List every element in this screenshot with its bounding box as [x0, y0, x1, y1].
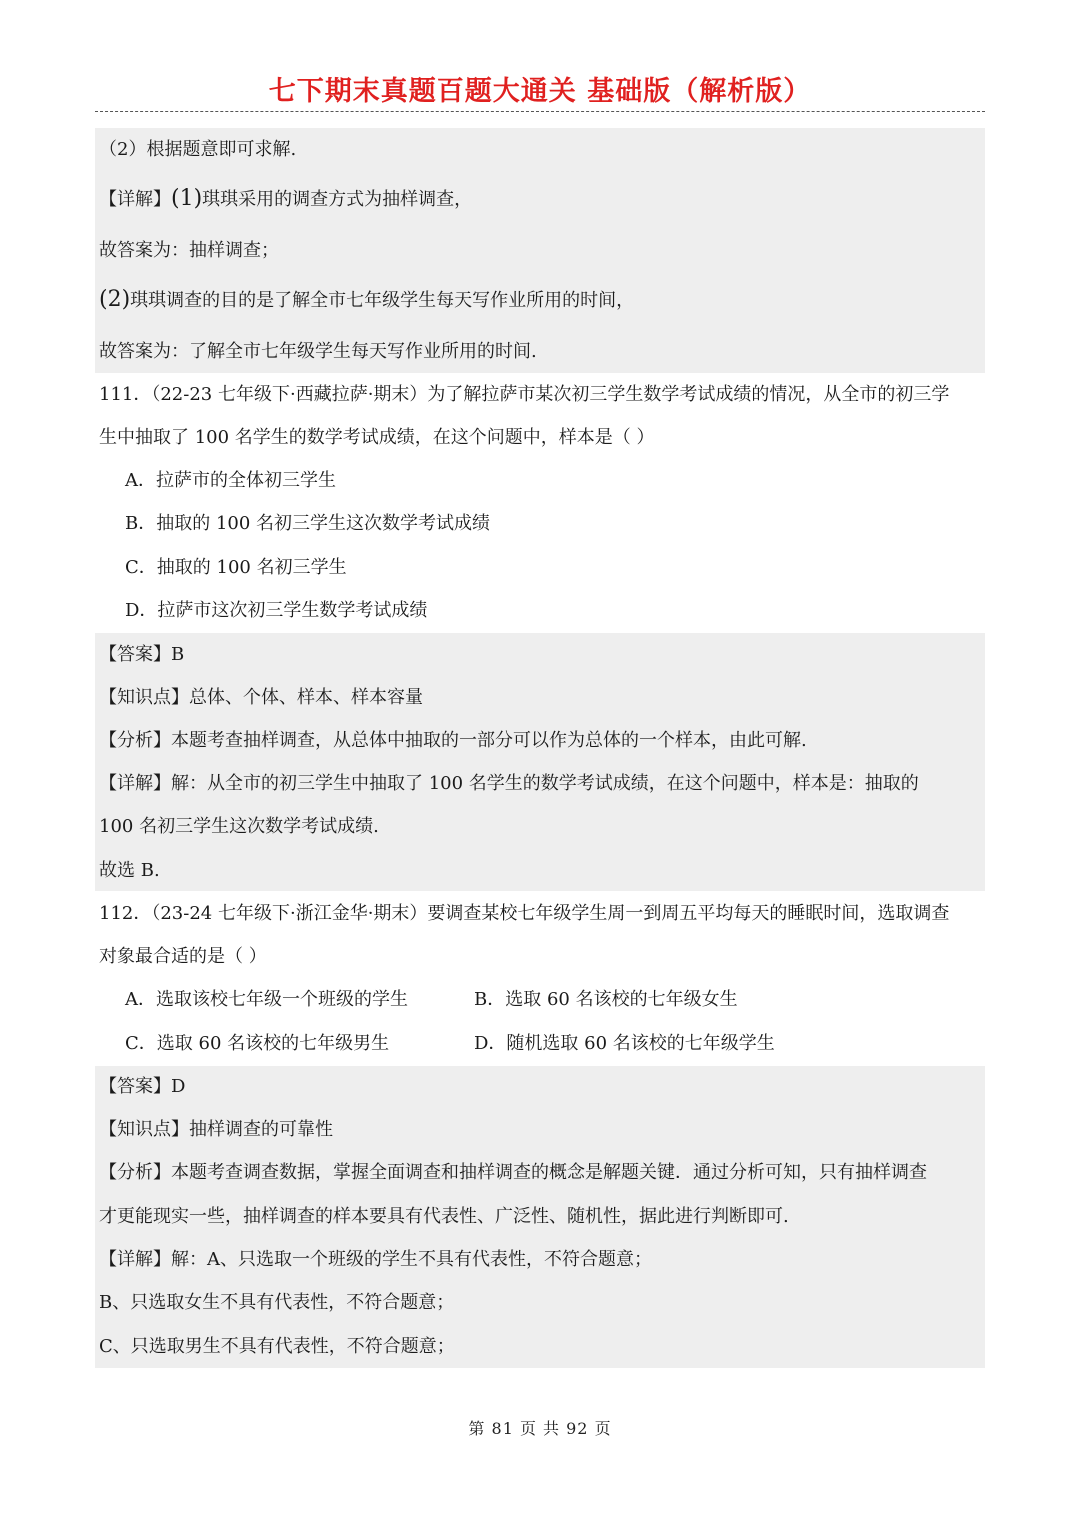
- q112-detail-line2: B、只选取女生不具有代表性，不符合题意；: [99, 1292, 455, 1313]
- q112-answer: 【答案】D: [99, 1076, 186, 1097]
- q111-analysis: 【分析】本题考查抽样调查，从总体中抽取的一部分可以作为总体的一个样本，由此可解.: [99, 730, 807, 751]
- part-number-1: (1): [171, 186, 203, 211]
- q111-stem-line2: 生中抽取了 100 名学生的数学考试成绩，在这个问题中，样本是（ ）: [99, 427, 655, 448]
- detail-text-2: 琪琪调查的目的是了解全市七年级学生每天写作业所用的时间，: [130, 290, 635, 311]
- prev-answer-1: 故答案为：抽样调查；: [99, 240, 279, 261]
- q111-option-b: B．抽取的 100 名初三学生这次数学考试成绩: [125, 513, 491, 534]
- detail-label: 【详解】: [99, 189, 171, 210]
- q112-stem-line1: 112．（23-24 七年级下·浙江金华·期末）要调查某校七年级学生周一到周五平均每天的睡眠时间，选取调查: [99, 903, 950, 924]
- prev-detail-2: [99, 287, 634, 314]
- q111-detail-line1: 【详解】解：从全市的初三学生中抽取了 100 名学生的数学考试成绩，在这个问题中，样本是：抽取的: [99, 773, 919, 794]
- q111-detail-line2: 100 名初三学生这次数学考试成绩.: [99, 816, 379, 837]
- q111-option-c: C．抽取的 100 名初三学生: [125, 557, 347, 578]
- q112-stem-line2: 对象最合适的是（ ）: [99, 946, 267, 967]
- q112-analysis-line2: 才更能现实一些，抽样调查的样本要具有代表性、广泛性、随机性，据此进行判断即可.: [99, 1206, 789, 1227]
- q112-option-d: D．随机选取 60 名该校的七年级学生: [474, 1033, 775, 1054]
- q112-option-c: C．选取 60 名该校的七年级男生: [125, 1033, 390, 1054]
- q112-option-a: A．选取该校七年级一个班级的学生: [125, 989, 408, 1010]
- q111-answer: 【答案】B: [99, 644, 185, 665]
- page-number: 第 81 页 共 92 页: [468, 1419, 612, 1438]
- q112-knowledge: 【知识点】抽样调查的可靠性: [99, 1119, 333, 1140]
- q111-option-d: D．拉萨市这次初三学生数学考试成绩: [125, 600, 428, 621]
- prev-answer-2: 故答案为：了解全市七年级学生每天写作业所用的时间.: [99, 341, 537, 362]
- prev-detail-1: [99, 186, 472, 213]
- q111-option-a: A．拉萨市的全体初三学生: [125, 470, 336, 491]
- q112-option-b: B．选取 60 名该校的七年级女生: [474, 989, 738, 1010]
- q111-choose: 故选 B.: [99, 860, 160, 881]
- part-number-2: (2): [99, 287, 131, 312]
- q111-knowledge: 【知识点】总体、个体、样本、样本容量: [99, 687, 423, 708]
- detail-text-1: 琪琪采用的调查方式为抽样调查，: [202, 189, 473, 210]
- prev-step2: （2）根据题意即可求解.: [99, 139, 297, 160]
- q112-detail-line3: C、只选取男生不具有代表性，不符合题意；: [99, 1336, 455, 1357]
- q111-stem-line1: 111．（22-23 七年级下·西藏拉萨·期末）为了解拉萨市某次初三学生数学考试成绩的情况，从全市的初三学: [99, 384, 950, 405]
- header-divider: [95, 111, 985, 112]
- q112-analysis-line1: 【分析】本题考查调查数据，掌握全面调查和抽样调查的概念是解题关键．通过分析可知，只有抽样调查: [99, 1162, 927, 1183]
- q111-solution-box: [95, 633, 985, 891]
- document-header-title: 七下期末真题百题大通关 基础版（解析版）: [268, 76, 812, 107]
- q112-detail-line1: 【详解】解：A、只选取一个班级的学生不具有代表性，不符合题意；: [99, 1249, 652, 1270]
